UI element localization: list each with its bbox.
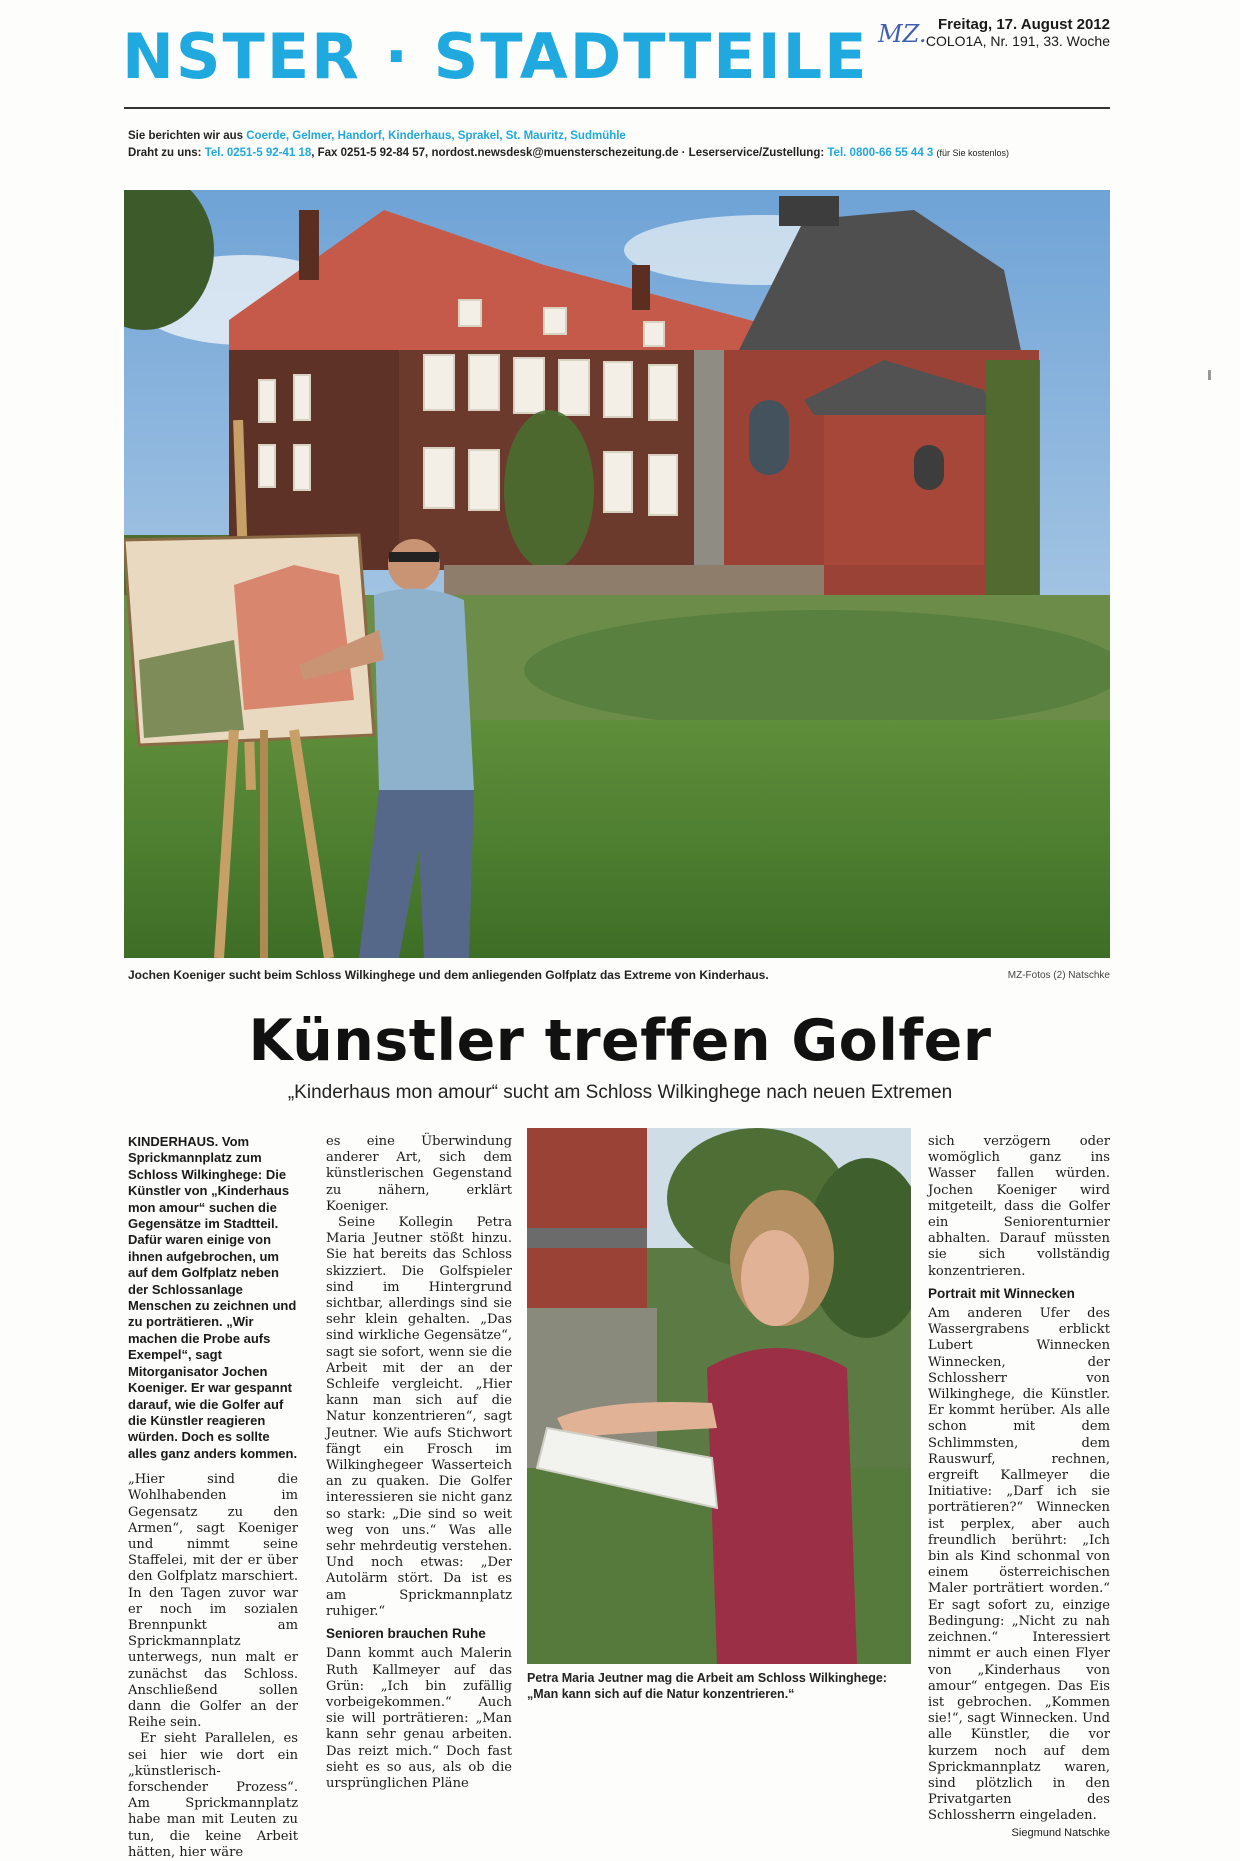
contact-fax-email: , Fax 0251-5 92-84 57, nordost.newsdesk@muensterschezeitung.de · Leserservice/Zustellung: [311,147,825,159]
article-column-1 [128,1134,298,1861]
report-label: Sie berichten wir aus [128,130,244,142]
article-subheadline: „Kinderhaus mon amour“ sucht am Schloss Wilkinghege nach neuen Extremen [287,1082,953,1103]
paragraph: Er sieht Parallelen, es sei hier wie dort ein „künstlerisch-forschender Prozess“. Am Sprickmannplatz habe man mit Leuten zu tun, die keine Arbeit hätten, hier wäre [128,1731,298,1860]
section-heading: Portrait mit Winnecken [928,1285,1075,1301]
paragraph [928,1306,1110,1839]
section-heading: Senioren brauchen Ruhe [326,1626,486,1642]
issue-number: COLO1A, Nr. 191, 33. Woche [925,33,1110,49]
article-column-3 [928,1134,1110,1841]
paragraph: „Hier sind die Wohlhabenden im Gegensatz zu den Armen“, sagt Koeniger und nimmt seine Staffelei, mit der er über den Golfplatz marschiert. In den Tagen zuvor war er noch im sozialen Brennpunkt am Sprickmannplatz unterwegs, nun malt er zunächst das Schloss. Anschließend sollen dann die Golfer an der Reihe sein. [128,1472,298,1731]
header-rule [124,107,1110,109]
date-block [926,16,1110,50]
section-masthead: NSTER · STADTTEILE [122,20,869,93]
paragraph-text: Am anderen Ufer des Wassergrabens erblickt Lubert Winnecken Winnecken, der Schlossherr von Wilkinghege, die Künstler. Er kommt herüber. Als alle schon mit dem Schlimmsten, dem Rauswurf, rechnen, ergreift Kallmeyer die Initiative: „Darf ich sie porträtieren?“ Winnecken ist perplex, aber auch freundlich berührt: „Ich bin als Kind schonmal von einem österreichischen Maler porträtiert worden.“ Er sagt sofort zu, einzige Bedingung: „Nicht zu nah zeichnen.“ Interessiert nimmt er auch einen Flyer von „Kinderhaus von amour“ entgegen. Das Eis ist gebrochen. „Kommen sie!“, sagt Winnecken. Und alle Künstler, die vor kurzem noch auf dem Sprickmannplatz waren, sind plötzlich in den Privatgarten des Schlossherrn eingeladen. [928,1306,1110,1824]
article-column-2 [326,1134,512,1792]
article-headline: Künstler treffen Golfer [248,1008,992,1074]
paragraph: es eine Überwindung anderer Art, sich dem künstlerischen Gegenstand zu nähern, erklärt Koeniger. [326,1134,512,1214]
scan-mark [1208,370,1211,380]
paragraph: Seine Kollegin Petra Maria Jeutner stößt hinzu. Sie hat bereits das Schloss skizziert. Die Golfspieler sind im Hintergrund sichtbar, allerdings sind sie sehr klein gehalten. „Das sind wirkliche Gegensätze“, sagt sie sofort, wenn sie die Arbeit mit der an der Schleife vergleicht. „Hier kann man sich auf die Natur konzentrieren“, sagt Jeutner. Wie aufs Stichwort fängt ein Frosch im Wilkinghegeer Wasserteich an zu quaken. Die Golfer interessieren sie nicht ganz so stark: „Die sind so weit weg von uns.“ Was alle sehr mehrdeutig verstehen. Und noch etwas: „Der Autolärm stört. Da ist es am Sprickmannplatz ruhiger.“ [326,1215,512,1619]
photo-credit: MZ-Fotos (2) Natschke [1007,970,1110,981]
issue-date: Freitag, 17. August 2012 [937,16,1110,33]
paragraph: Dann kommt auch Malerin Ruth Kallmeyer auf das Grün: „Ich bin zufällig vorbeigekommen.“ Auch sie will porträtieren: „Man kann sehr genau arbeiten. Das reizt mich.“ Doch fast sieht es so aus, als ob die ursprünglichen Pläne [326,1646,512,1791]
woman-sketching-illustration [527,1128,911,1664]
second-photo-caption: Petra Maria Jeutner mag die Arbeit am Schloss Wilkinghege: „Man kann sich auf die Natur konzentrieren.“ [527,1671,887,1701]
article-lead: KINDERHAUS. Vom Sprickmannplatz zum Schloss Wilkinghege: Die Künstler von „Kinderhaus mon amour“ suchen die Gegensätze im Stadtteil. Dafür waren einige von ihnen aufgebrochen, um auf dem Golfplatz neben der Schlossanlage Menschen zu zeichnen und zu porträtieren. „Wir machen die Probe aufs Exempel“, sagt Mitorganisator Jochen Koeniger. Er war gespannt darauf, wie die Golfer auf die Künstler reagieren würden. Doch es sollte alles ganz anders kommen. [128,1134,298,1461]
main-photo-caption: Jochen Koeniger sucht beim Schloss Wilkinghege und dem anliegenden Golfplatz das Extreme von Kinderhaus. [128,968,769,982]
second-photo [527,1128,911,1664]
author-byline: Siegmund Natschke [1011,1826,1110,1839]
castle-painter-illustration [124,190,1110,958]
contact-info [128,128,1009,162]
contact-phone: Tel. 0251-5 92-41 18 [204,147,312,159]
report-line [128,128,1009,145]
report-areas: Coerde, Gelmer, Handorf, Kinderhaus, Sprakel, St. Mauritz, Sudmühle [246,130,626,142]
main-photo [124,190,1110,958]
service-note: (für Sie kostenlos) [936,148,1010,158]
handwritten-mark: MZ. [878,20,927,48]
contact-label: Draht zu uns: [128,147,202,159]
service-phone: Tel. 0800-66 55 44 3 [827,147,934,159]
paragraph: sich verzögern oder womöglich ganz ins Wasser fallen würden. Jochen Koeniger wird mitgeteilt, dass die Golfer ein Seniorenturnier abhalten. Darauf müssten sie sich vollständig konzentrieren. [928,1134,1110,1279]
contact-line [128,145,1009,162]
